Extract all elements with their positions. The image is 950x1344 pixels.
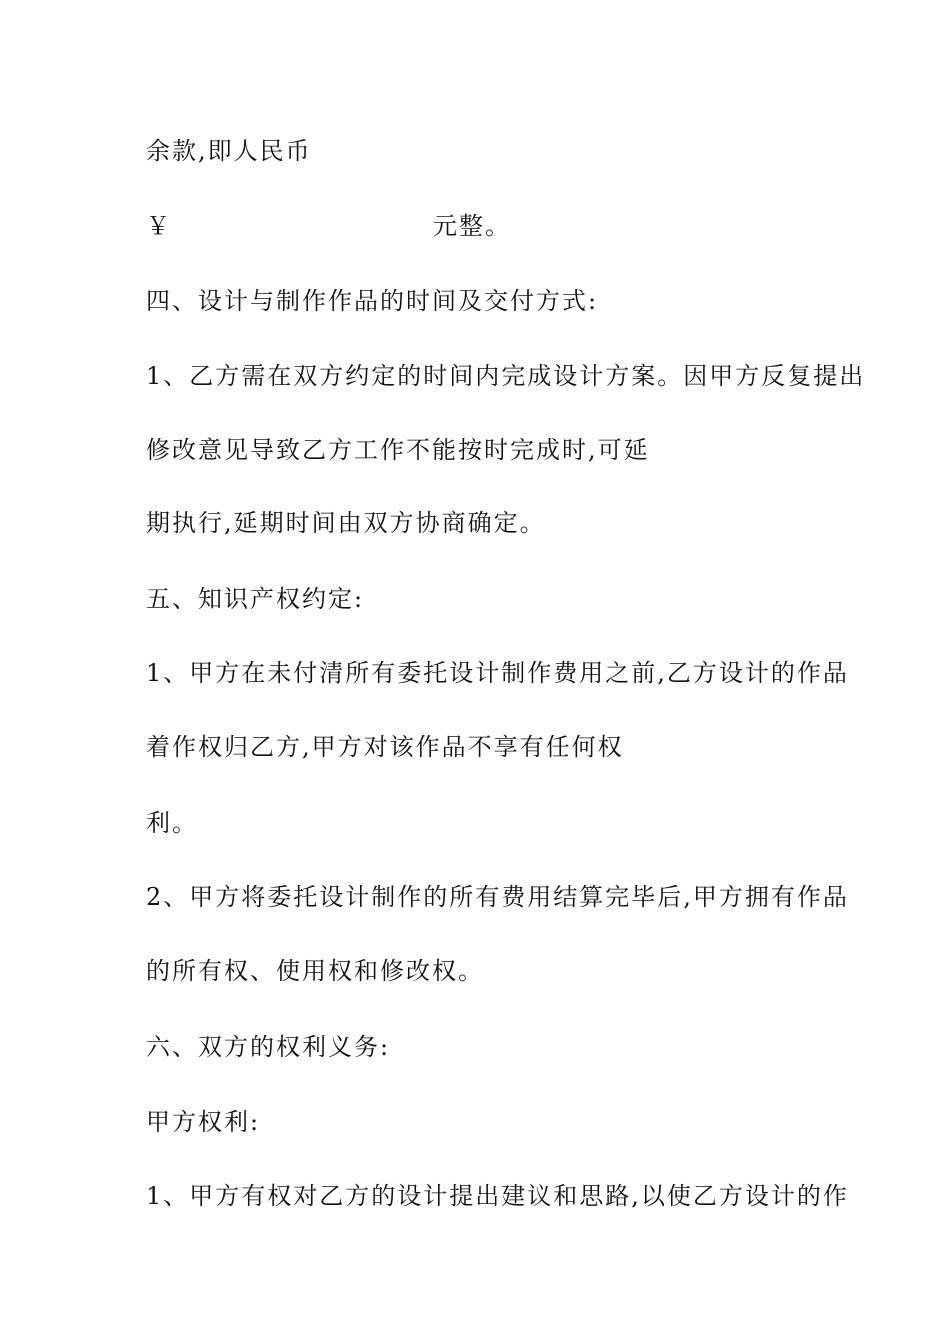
text-line: 修改意见导致乙方工作不能按时完成时,可延 [146, 436, 650, 464]
text-line-balance: 余款,即人民币 [146, 137, 312, 165]
text-line: 1、甲方有权对乙方的设计提出建议和思路,以使乙方设计的作 [146, 1182, 849, 1210]
text-line: 期执行,延期时间由双方协商确定。 [146, 509, 546, 537]
currency-symbol: ￥ [146, 212, 172, 240]
text-line: 1、乙方需在双方约定的时间内完成设计方案。因甲方反复提出 [146, 362, 866, 390]
section-heading-ip: 五、知识产权约定: [146, 585, 365, 613]
text-line-amount [146, 211, 511, 241]
subheading-party-a-rights: 甲方权利: [146, 1108, 261, 1136]
amount-suffix: 元整。 [433, 212, 511, 240]
text-line: 的所有权、使用权和修改权。 [146, 957, 484, 985]
section-heading-delivery: 四、设计与制作作品的时间及交付方式: [146, 287, 599, 315]
text-line: 1、甲方在未付清所有委托设计制作费用之前,乙方设计的作品 [146, 659, 849, 687]
text-line: 利。 [146, 809, 198, 837]
section-heading-rights: 六、双方的权利义务: [146, 1033, 391, 1061]
text-line: 着作权归乙方,甲方对该作品不享有任何权 [146, 733, 624, 761]
text-line: 2、甲方将委托设计制作的所有费用结算完毕后,甲方拥有作品 [146, 883, 849, 911]
